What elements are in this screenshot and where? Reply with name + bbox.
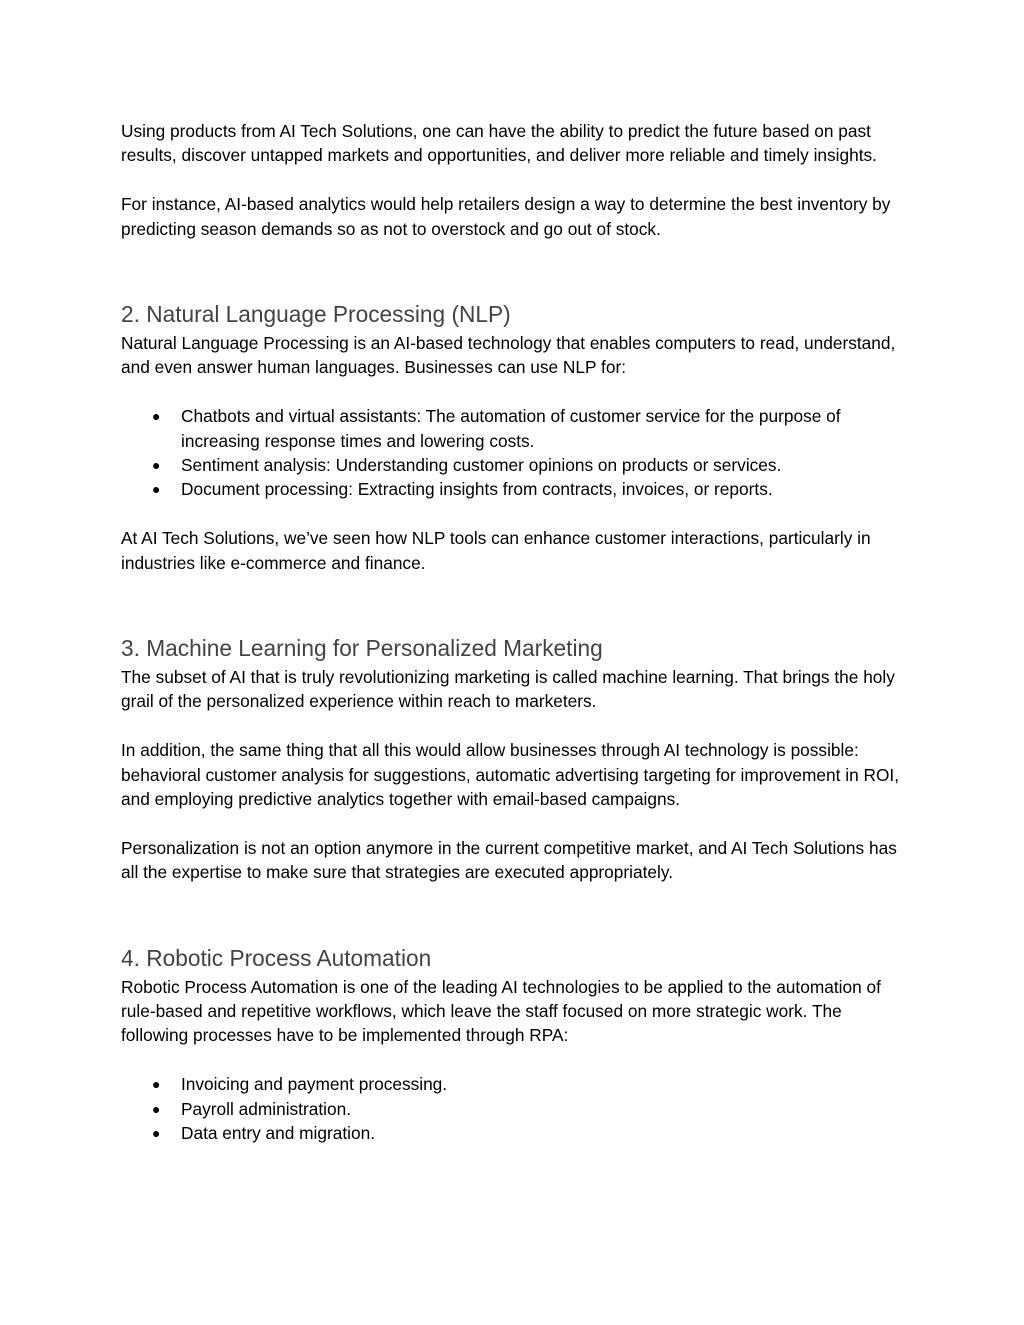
list-item xyxy=(121,404,911,453)
section-heading-machine-learning: 3. Machine Learning for Personalized Marketing xyxy=(121,635,603,662)
list-item xyxy=(121,1072,911,1096)
list-item-text: Invoicing and payment processing. xyxy=(181,1074,448,1095)
rpa-bullet-list xyxy=(121,1072,911,1145)
list-item-text: Chatbots and virtual assistants: The automation of customer service for the purpose of increasing response times and lowering costs. xyxy=(181,406,841,451)
nlp-paragraph-1: Natural Language Processing is an AI-based technology that enables computers to read, understand, and even answer human languages. Businesses can use NLP for: xyxy=(121,333,896,378)
list-item-text: Document processing: Extracting insights from contracts, invoices, or reports. xyxy=(181,479,773,500)
intro-paragraph-1: Using products from AI Tech Solutions, one can have the ability to predict the future based on past results, discover untapped markets and opportunities, and deliver more reliable and timely insights. xyxy=(121,121,877,166)
ml-paragraph-3: Personalization is not an option anymore in the current competitive market, and AI Tech Solutions has all the expertise to make sure that strategies are executed appropriately. xyxy=(121,837,897,883)
list-item-text: Payroll administration. xyxy=(181,1098,352,1119)
bullet-icon: ● xyxy=(152,1125,161,1142)
nlp-bullet-list xyxy=(121,404,911,502)
bullet-icon: ● xyxy=(152,457,161,474)
intro-paragraph-2: For instance, AI-based analytics would help retailers design a way to determine the best inventory by predicting season demands so as not to overstock and go out of stock. xyxy=(121,194,891,239)
ml-paragraph-1: The subset of AI that is truly revolutionizing marketing is called machine learning. That brings the holy grail of the personalized experience within reach to marketers. xyxy=(121,667,895,712)
rpa-paragraph-1: Robotic Process Automation is one of the leading AI technologies to be applied to the automation of rule-based and repetitive workflows, which leave the staff focused on more strategic work. The following processes have to be implemented through RPA: xyxy=(121,976,881,1046)
bullet-icon: ● xyxy=(152,1076,161,1093)
ml-paragraph-2: In addition, the same thing that all this would allow businesses through AI technology is possible: behavioral customer analysis for suggestions, automatic advertising targeting for improvement in ROI, and employing predictive analytics together with email-based campaigns. xyxy=(121,740,900,810)
list-item xyxy=(121,453,911,477)
section-heading-rpa: 4. Robotic Process Automation xyxy=(121,944,432,971)
section-heading-nlp: 2. Natural Language Processing (NLP) xyxy=(121,301,511,328)
list-item xyxy=(121,1121,911,1145)
list-item-text: Sentiment analysis: Understanding customer opinions on products or services. xyxy=(181,455,782,476)
list-item-text: Data entry and migration. xyxy=(181,1123,376,1144)
nlp-paragraph-2: At AI Tech Solutions, we’ve seen how NLP tools can enhance customer interactions, particularly in industries like e-commerce and finance. xyxy=(121,528,871,573)
bullet-icon: ● xyxy=(152,1100,161,1117)
bullet-icon: ● xyxy=(152,481,161,498)
list-item xyxy=(121,1097,911,1121)
document-page xyxy=(121,119,911,1146)
list-item xyxy=(121,477,911,501)
bullet-icon: ● xyxy=(152,408,161,425)
